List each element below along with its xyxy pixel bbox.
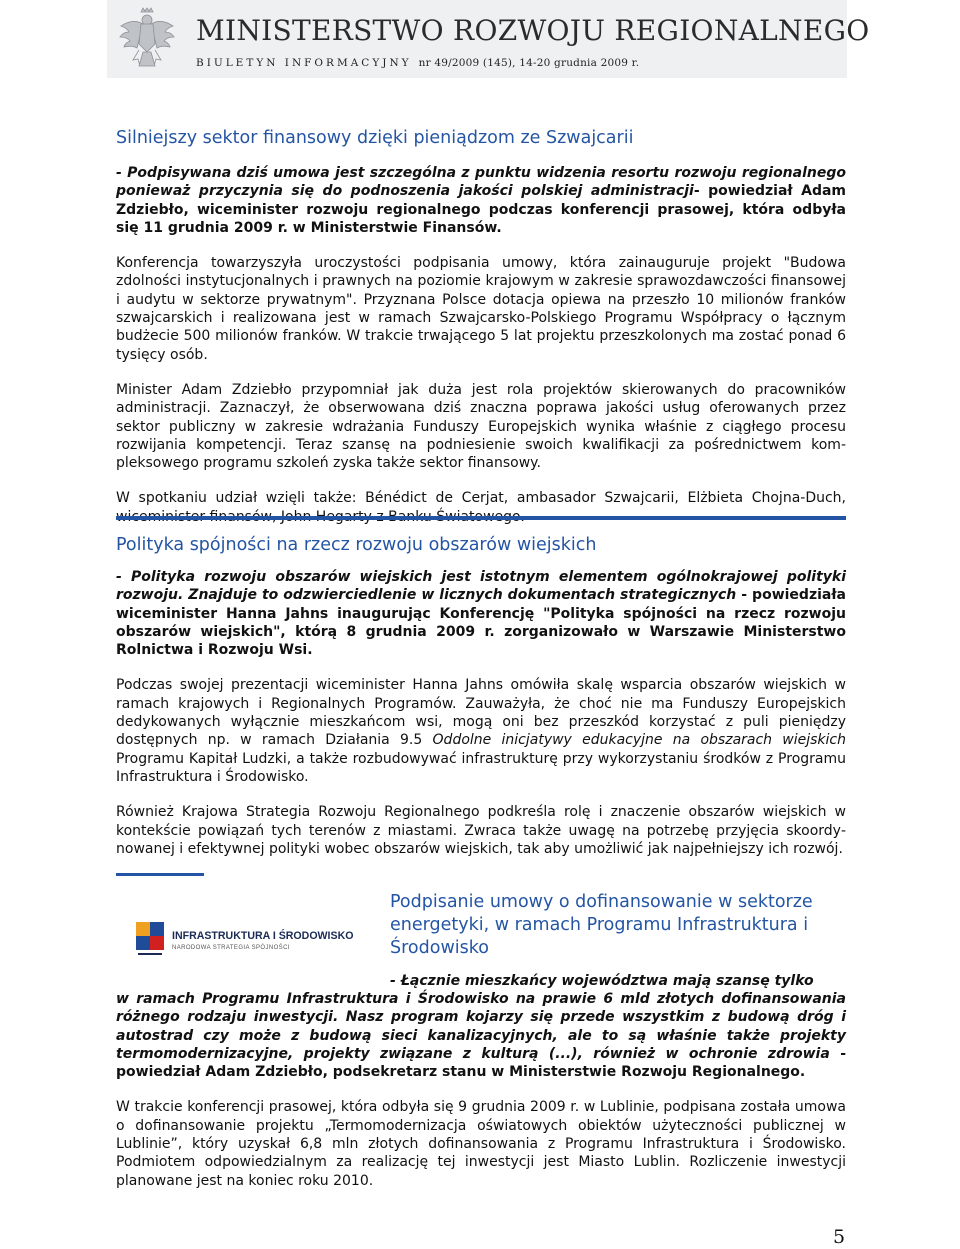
lead-quote: - Polityka rozwoju obszarów wiejskich jest istotnym elementem ogólnokrajowej polityki rozwoju. Znajduje to odzwierciedlenie w licznych dokumentach strategicznych: [116, 569, 846, 604]
article-energy: [116, 990, 846, 1190]
paragraph-text: Podczas swojej prezentacji wiceminister Hanna Jahns omówiła skalę wsparcia obszarów wiejskich w ramach krajowych i Regionalnych Programów. Zauważyła, że choć nie ma Funduszy Europejskich dedykowanych wyłącznie mieszkańcom wsi, mogą oni bez przeszkód korzystać z puli pieniędzy dostępnych np. w ramach Działania 9.5: [116, 677, 846, 749]
logo-title: INFRASTRUKTURA I ŚRODOWISKO: [172, 930, 354, 942]
paragraph: [116, 676, 846, 786]
paragraph: Minister Adam Zdziebło przypomniał jak duża jest rola projektów skierowanych do pracowników administracji. Zaznaczył, że obserwowana dziś znaczna poprawa jakości usług oferowanych przez sektor publiczny w zakresie wdrażania Funduszy Europejskich wynika właśnie z ciągłego procesu rozwijania kompetencji. Teraz szansę na podniesienie swoich kwalifikacji za pośrednictwem kompleksowego programu szkoleń zyska także sektor finansowy.: [116, 381, 846, 472]
article-title: Silniejszy sektor finansowy dzięki pieniądzom ze Szwajcarii: [116, 128, 634, 148]
section-divider: [116, 516, 846, 520]
ministry-name: MINISTERSTWO ROZWOJU REGIONALNEGO: [196, 14, 870, 47]
article-lead: [116, 164, 846, 237]
paragraph: Również Krajowa Strategia Rozwoju Regionalnego podkreśla rolę i znaczenie obszarów wiejskich w kontekście powiązań tych terenów z miastami. Zwraca także uwagę na potrzebę przyjęcia skoordynowanej i efektywnej polityki wobec obszarów wiejskich, tak aby umożliwić jak najpełniejszy ich rozwój.: [116, 804, 846, 857]
infrastruktura-logo: [134, 916, 364, 966]
lead-quote: - Podpisywana dziś umowa jest szczególna z punktu widzenia resortu rozwoju regionalnego ponieważ przyczynia się do podnoszenia jakości polskiej administracji: [116, 165, 846, 200]
bulletin-line: [196, 57, 846, 69]
logo-subtitle: NARODOWA STRATEGIA SPÓJNOŚCI: [172, 945, 290, 951]
lead-quote: w ramach Programu Infrastruktura i Środowisko na prawie 6 mld złotych dofinansowania różnego rodzaju inwestycji. Nasz program kojarzy się przede wszystkim z budową dróg i autostrad czy może z budową sieci kanalizacyjnych, ale to są właśnie także projekty termomodernizacyjne, projekty związane z kulturą (...), również w ochronie zdrowia: [116, 991, 846, 1062]
lead-quote-start: - Łącznie mieszkańcy województwa mają szansę tylko: [390, 973, 814, 989]
lead-attribution: - powiedziała wiceminister Hanna Jahns inaugurując Konferencję "Polityka spójności na rzecz rozwoju obszarów wiejskich", którą 8 grudnia 2009 r. zorganizowało w Warszawie Ministerstwo Rolnictwa i Rozwoju Wsi.: [116, 587, 846, 659]
page-number: 5: [833, 1226, 846, 1248]
bulletin-label: BIULETYN INFORMACYJNY: [196, 57, 412, 69]
program-logo-icon: [134, 916, 168, 960]
bulletin-issue: nr 49/2009 (145), 14-20 grudnia 2009 r.: [418, 57, 640, 69]
article-lead: [116, 568, 846, 659]
paragraph: Konferencja towarzyszyła uroczystości podpisania umowy, która zainauguruje projekt "Budowa zdolności instytucjonalnych i prawnych na poziomie krajowym w zakresie sprawozdawczości finansowej i audytu w sektorze prywatnym". Przyznana Polsce dotacja opiewa na przeszło 10 milionów franków szwajcarskich i realizowana jest w ramach Szwajcarsko-Polskiego Programu Współpracy o łącznym budżecie 500 milionów franków. W trakcie trwającego 5 lat projektu przeszkolonych ma zostać ponad 6 tysięcy osób.: [116, 255, 846, 363]
article-rural: [116, 535, 846, 858]
lead-attribution: - powiedział Adam Zdziebło, wiceminister rozwoju regionalnego podczas konferencji prasowej, która odbyła się 11 grudnia 2009 r. w Ministerstwie Finansów.: [116, 183, 846, 236]
measure-name: Oddolne inicjatywy edukacyjne na obszarach wiejskich: [432, 732, 847, 749]
article-title: Polityka spójności na rzecz rozwoju obszarów wiejskich: [116, 535, 597, 555]
article-title: Podpisanie umowy o dofinansowanie w sektorze energetyki, w ramach Programu Infrastruktura i Środowisko: [390, 892, 813, 958]
article-lead: [116, 990, 846, 1081]
eagle-emblem-icon: [117, 6, 177, 70]
paragraph-text: Programu Kapitał Ludzki, a także rozbudowywać infrastrukturę przy wykorzystaniu środków z Programu Infrastruktura i Środowisko.: [116, 750, 846, 785]
lead-attribution: - powiedział Adam Zdziebło, podsekretarz stanu w Ministerstwie Rozwoju Regionalnego.: [116, 1045, 846, 1081]
paragraph: W spotkaniu udział wzięli także: Bénédict de Cerjat, ambasador Szwajcarii, Elżbieta Chojna-Duch,: [116, 490, 846, 507]
article-swiss: [116, 128, 846, 526]
article-lead-first-line: [390, 972, 846, 990]
section-divider-short: [116, 873, 204, 876]
paragraph: W trakcie konferencji prasowej, która odbyła się 9 grudnia 2009 r. w Lublinie, podpisana została umowa o dofinansowanie projektu „Termomodernizacja oświatowych obiektów użyteczności publicznej w Lublinie”, który uzyskał 6,8 mln złotych dofinansowania z Programu Infrastruktura i Środowisko. Podmiotem odpowiedzialnym za realizację tej inwestycji jest Miasto Lublin. Rozliczenie inwestycji planowane jest na koniec roku 2010.: [116, 1099, 846, 1189]
